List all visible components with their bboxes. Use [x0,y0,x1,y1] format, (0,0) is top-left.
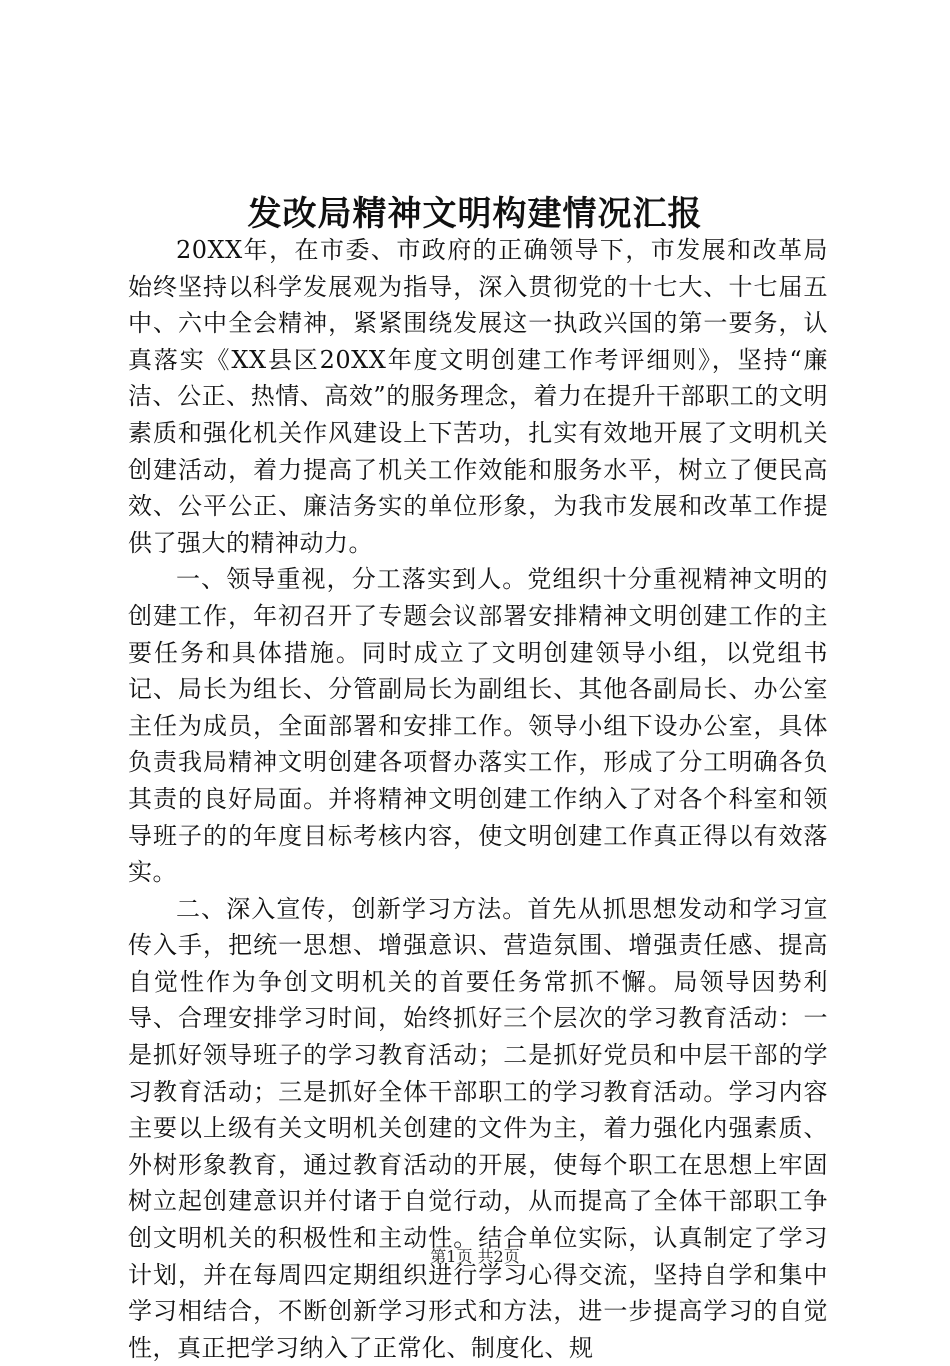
paragraph-section-2: 二、深入宣传，创新学习方法。首先从抓思想发动和学习宣传入手，把统一思想、增强意识、营造氛围、增强责任感、提高自觉性作为争创文明机关的首要任务常抓不懈。局领导因势利导、合理安排学习时间，始终抓好三个层次的学习教育活动：一是抓好领导班子的学习教育活动；二是抓好党员和中层干部的学习教育活动；三是抓好全体干部职工的学习教育活动。学习内容主要以上级有关文明机关创建的文件为主，着力强化内强素质、外树形象教育，通过教育活动的开展，使每个职工在思想上牢固树立起创建意识并付诸于自觉行动，从而提高了全体干部职工争创文明机关的积极性和主动性。结合单位实际，认真制定了学习计划，并在每周四定期组织进行学习心得交流，坚持自学和集中学习相结合，不断创新学习形式和方法，进一步提高学习的自觉性，真正把学习纳入了正常化、制度化、规 [128,894,828,1362]
document-body [128,232,828,1366]
paragraph-intro: 20XX年，在市委、市政府的正确领导下，市发展和改革局始终坚持以科学发展观为指导，深入贯彻党的十七大、十七届五中、六中全会精神，紧紧围绕发展这一执政兴国的第一要务，认真落实《XX县区20XX年度文明创建工作考评细则》，坚持“廉洁、公正、热情、高效”的服务理念，着力在提升干部职工的文明素质和强化机关作风建设上下苦功，扎实有效地开展了文明机关创建活动，着力提高了机关工作效能和服务水平，树立了便民高效、公平公正、廉洁务实的单位形象，为我市发展和改革工作提供了强大的精神动力。 [128,236,828,557]
paragraph-section-1: 一、领导重视，分工落实到人。党组织十分重视精神文明的创建工作，年初召开了专题会议部署安排精神文明创建工作的主要任务和具体措施。同时成立了文明创建领导小组，以党组书记、局长为组长、分管副局长为副组长、其他各副局长、办公室主任为成员，全面部署和安排工作。领导小组下设办公室，具体负责我局精神文明创建各项督办落实工作，形成了分工明确各负其责的良好局面。并将精神文明创建工作纳入了对各个科室和领导班子的的年度目标考核内容，使文明创建工作真正得以有效落实。 [128,565,828,887]
document-title: 发改局精神文明构建情况汇报 [247,194,703,234]
page-number-footer: 第1页 共2页 [430,1247,520,1266]
